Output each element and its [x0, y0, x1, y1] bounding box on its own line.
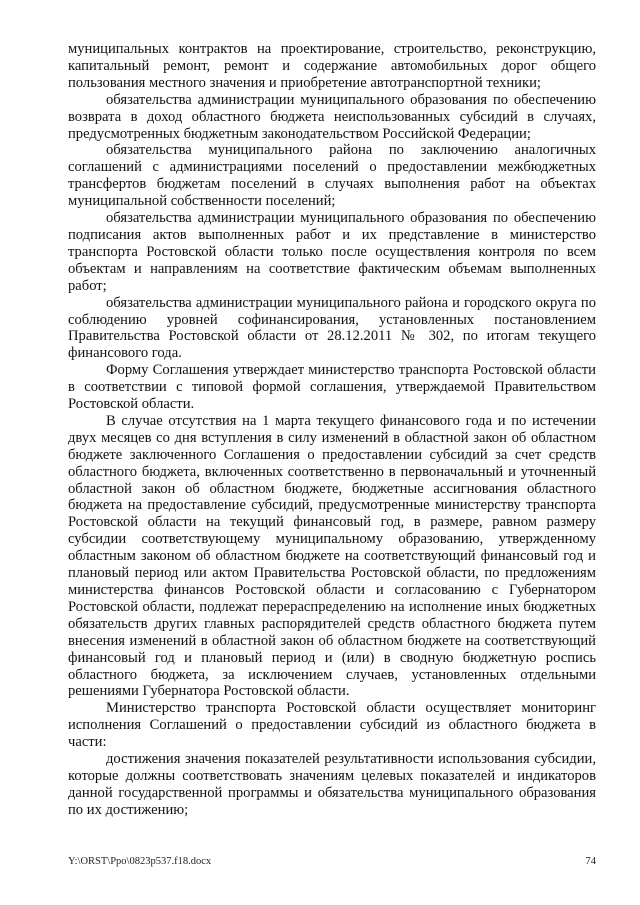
paragraph-agreement-form: Форму Соглашения утверждает министерство транспорта Ростовской области в соответствии с типовой формой соглашения, утверждаемой Правительством Ростовской области. — [68, 362, 596, 413]
paragraph-indicators: достижения значения показателей результативности использования субсидии, которые должны соответствовать значениям целевых показателей и индикаторов данной государственной программы и обязательства муниципального образования по их достижению; — [68, 751, 596, 818]
footer-file-path: Y:\ORST\Ppo\0823p537.f18.docx — [68, 856, 212, 867]
page-number: 74 — [585, 856, 596, 867]
paragraph-monitoring: Министерство транспорта Ростовской области осуществляет мониторинг исполнения Соглашений о предоставлении субсидий из областного бюджета в части: — [68, 700, 596, 751]
document-body — [68, 41, 596, 819]
paragraph-contracts-continuation: муниципальных контрактов на проектирование, строительство, реконструкцию, капитальный ремонт, ремонт и содержание автомобильных дорог общего пользования местного значения и приобретение автотранспортной техники; — [68, 41, 596, 91]
paragraph-acts-signing: обязательства администрации муниципального образования по обеспечению подписания актов выполненных работ и их представление в министерство транспорта Ростовской области только после осуществления контроля по всем объектам и направлениям на соответствие фактическим объемам выполненных работ; — [68, 210, 596, 294]
paragraph-cofinancing-levels: обязательства администрации муниципального района и городского округа по соблюдению уровней софинансирования, установленных постановлением Правительства Ростовской области от 28.12.2011 № 302, по итогам текущего финансового года. — [68, 294, 596, 362]
paragraph-subsidy-return: обязательства администрации муниципального образования по обеспечению возврата в доход областного бюджета неиспользованных субсидий в случаях, предусмотренных бюджетным законодательством Российской Федерации; — [68, 91, 596, 142]
paragraph-reallocation: В случае отсутствия на 1 марта текущего финансового года и по истечении двух месяцев со дня вступления в силу изменений в областной закон об областном бюджете заключенного Соглашения о предоставлении субсидий за счет средств областного бюджета, включенных соответственно в первоначальный и уточненный областной закон об областном бюджете, бюджетные ассигнования областного бюджета на предоставление субсидий, предусмотренные министерству транспорта Ростовской области на текущий финансовый год, в размере, равном размеру субсидии соответствующему муниципальному образованию, утвержденному областным законом об областном бюджете на соответствующий финансовый год и плановый период или актом Правительства Ростовской области, по предложениям министерства финансов Ростовской области и согласованию с Губернатором Ростовской области, подлежат перераспределению на исполнение иных бюджетных обязательств других главных распорядителей средств областного бюджета путем внесения изменений в областной закон об областном бюджете на соответствующий финансовый год и плановый период и (или) в сводную бюджетную роспись областного бюджета, за исключением случаев, установленных отдельными решениями Губернатора Ростовской области. — [68, 412, 596, 700]
paragraph-district-agreements: обязательства муниципального района по заключению аналогичных соглашений с администрациями поселений о предоставлении межбюджетных трансфертов бюджетам поселений в случаях выполнения работ на объектах муниципальной собственности поселений; — [68, 142, 596, 210]
